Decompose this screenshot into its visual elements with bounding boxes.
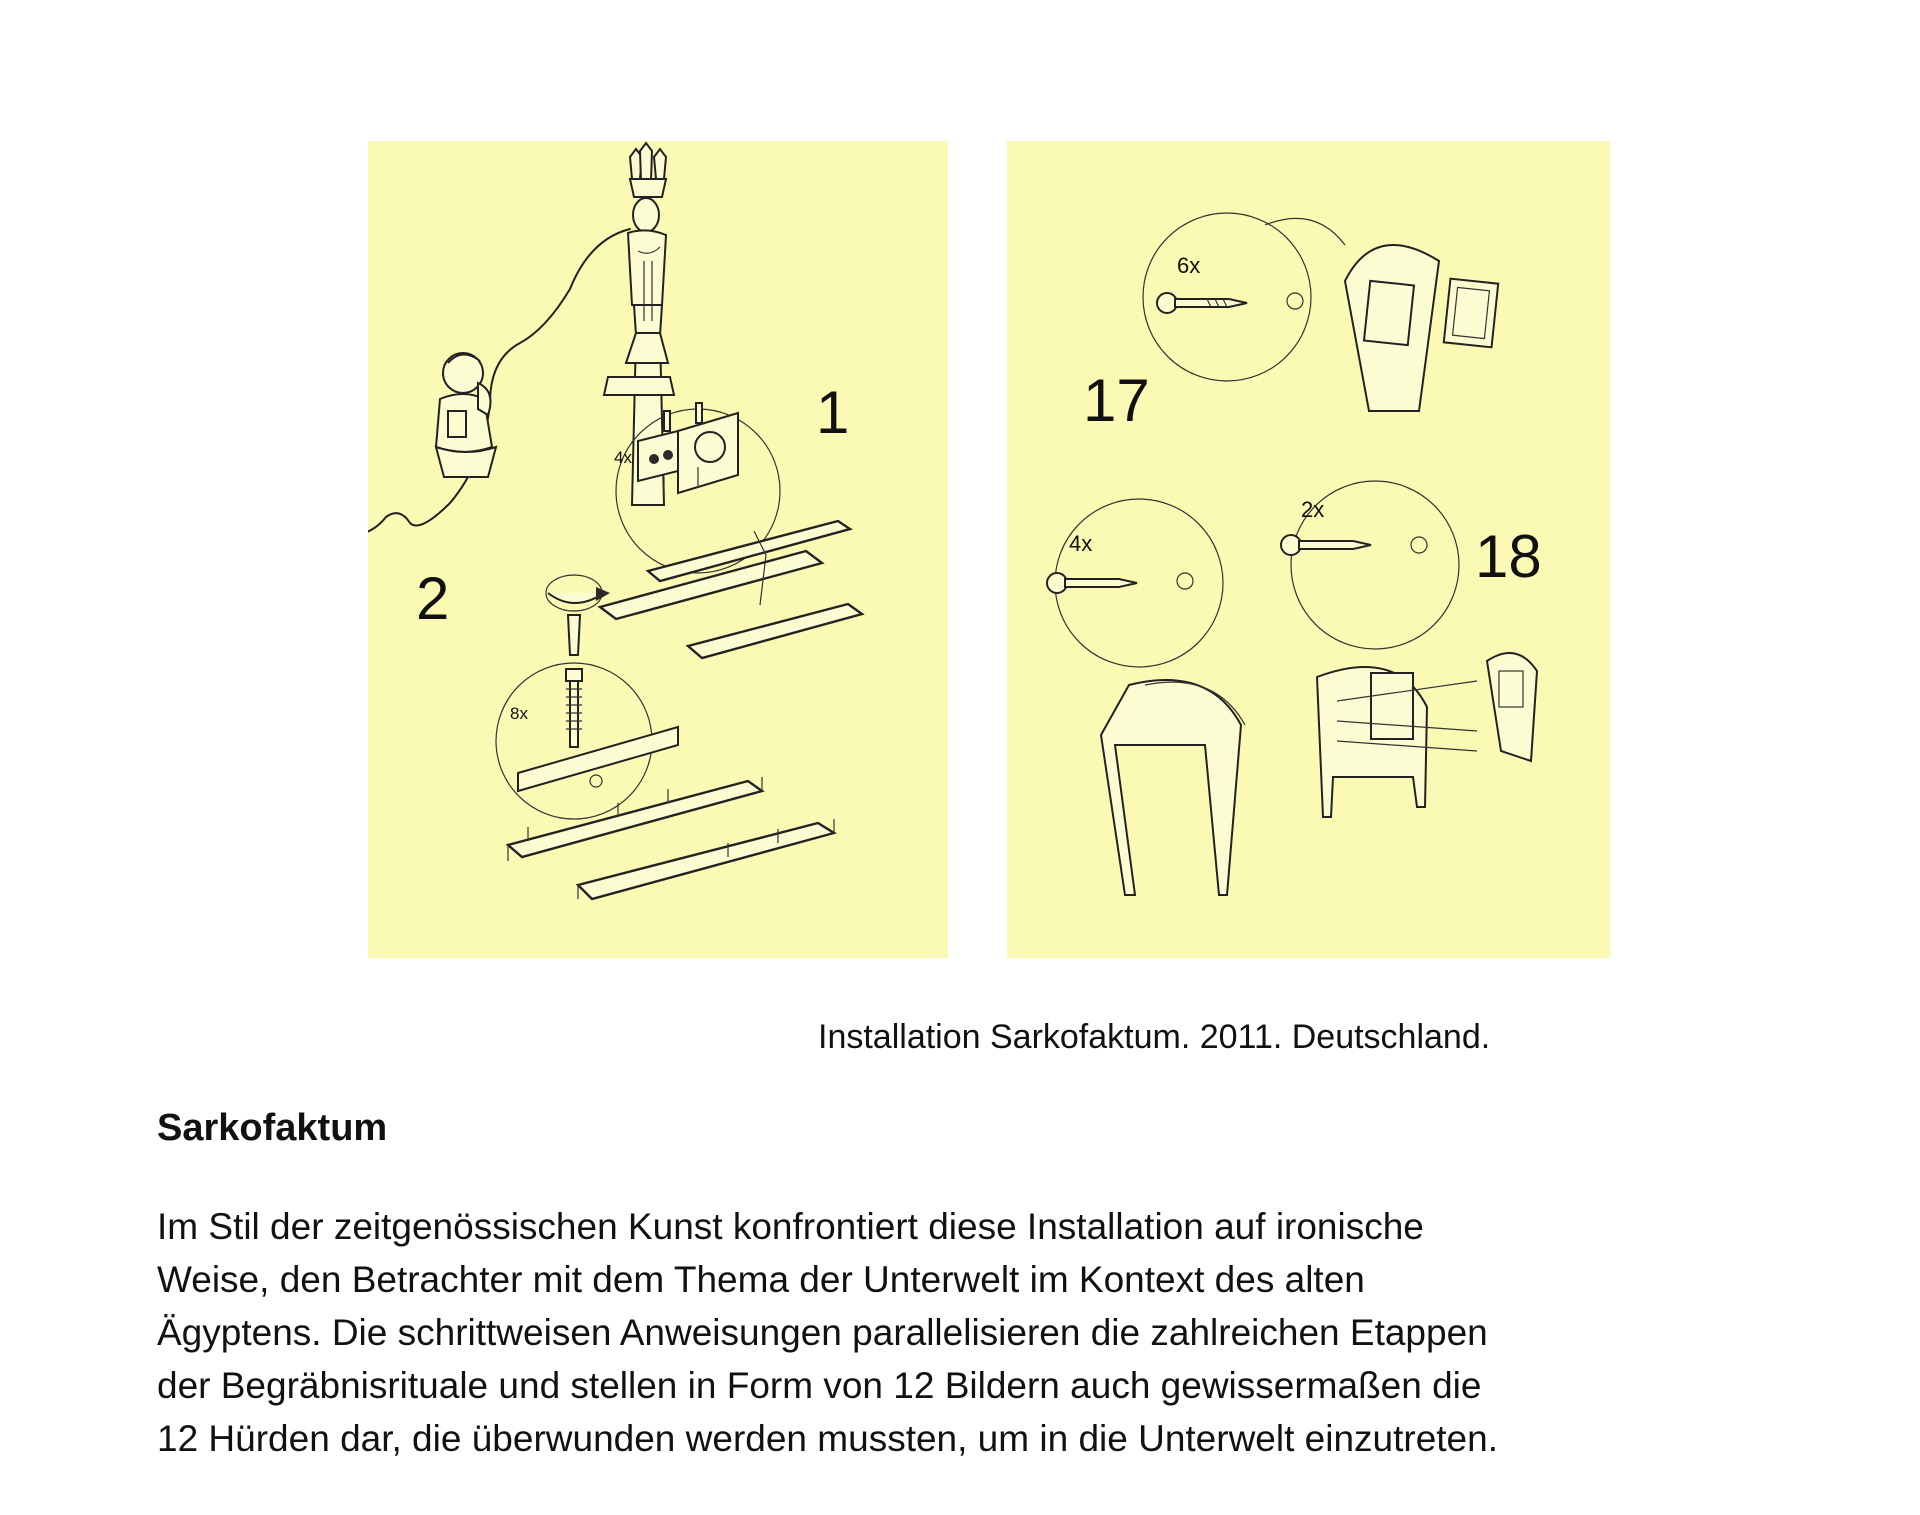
body-line: Ägyptens. Die schrittweisen Anweisungen parallelisieren die zahlreichen Etappen (157, 1312, 1488, 1353)
screw-icon (1157, 293, 1303, 313)
document-body (157, 1200, 1817, 1465)
quantity-label-4x: 4x (614, 448, 632, 467)
document-title: Sarkofaktum (157, 1107, 388, 1149)
figure-on-phone-icon (436, 353, 496, 477)
instruction-illustration-left (368, 141, 948, 958)
body-line: 12 Hürden dar, die überwunden werden mussten, um in die Unterwelt einzutreten. (157, 1418, 1498, 1459)
step-number-17: 17 (1083, 367, 1150, 434)
quantity-label-8x: 8x (510, 704, 528, 723)
body-line: Weise, den Betrachter mit dem Thema der Unterwelt im Kontext des alten (157, 1259, 1365, 1300)
quantity-label-6x: 6x (1177, 253, 1201, 278)
instruction-illustration-right (1007, 141, 1610, 958)
instruction-panel-right (1007, 141, 1610, 958)
screw-icon (1047, 535, 1427, 593)
quantity-label-2x: 2x (1301, 497, 1325, 522)
step-17-diagram (1143, 213, 1498, 411)
body-line: Im Stil der zeitgenössischen Kunst konfrontiert diese Installation auf ironische (157, 1206, 1424, 1247)
quantity-label-4x: 4x (1069, 531, 1093, 556)
step-number-18: 18 (1475, 523, 1542, 590)
cable-icon (368, 229, 630, 535)
body-line: der Begräbnisrituale und stellen in Form von 12 Bildern auch gewissermaßen die (157, 1365, 1482, 1406)
step-number-1: 1 (816, 379, 850, 446)
rotate-arrow-icon (546, 575, 610, 611)
step-number-2: 2 (416, 565, 450, 632)
instruction-panel-left (368, 141, 948, 958)
figure-caption: Installation Sarkofaktum. 2011. Deutschland. (818, 1018, 1491, 1056)
sarcophagus-part-icon (1345, 245, 1439, 411)
frame-icon (1444, 279, 1498, 348)
step-18-diagram (1047, 481, 1537, 895)
sarcophagus-part-icon (1101, 653, 1537, 895)
